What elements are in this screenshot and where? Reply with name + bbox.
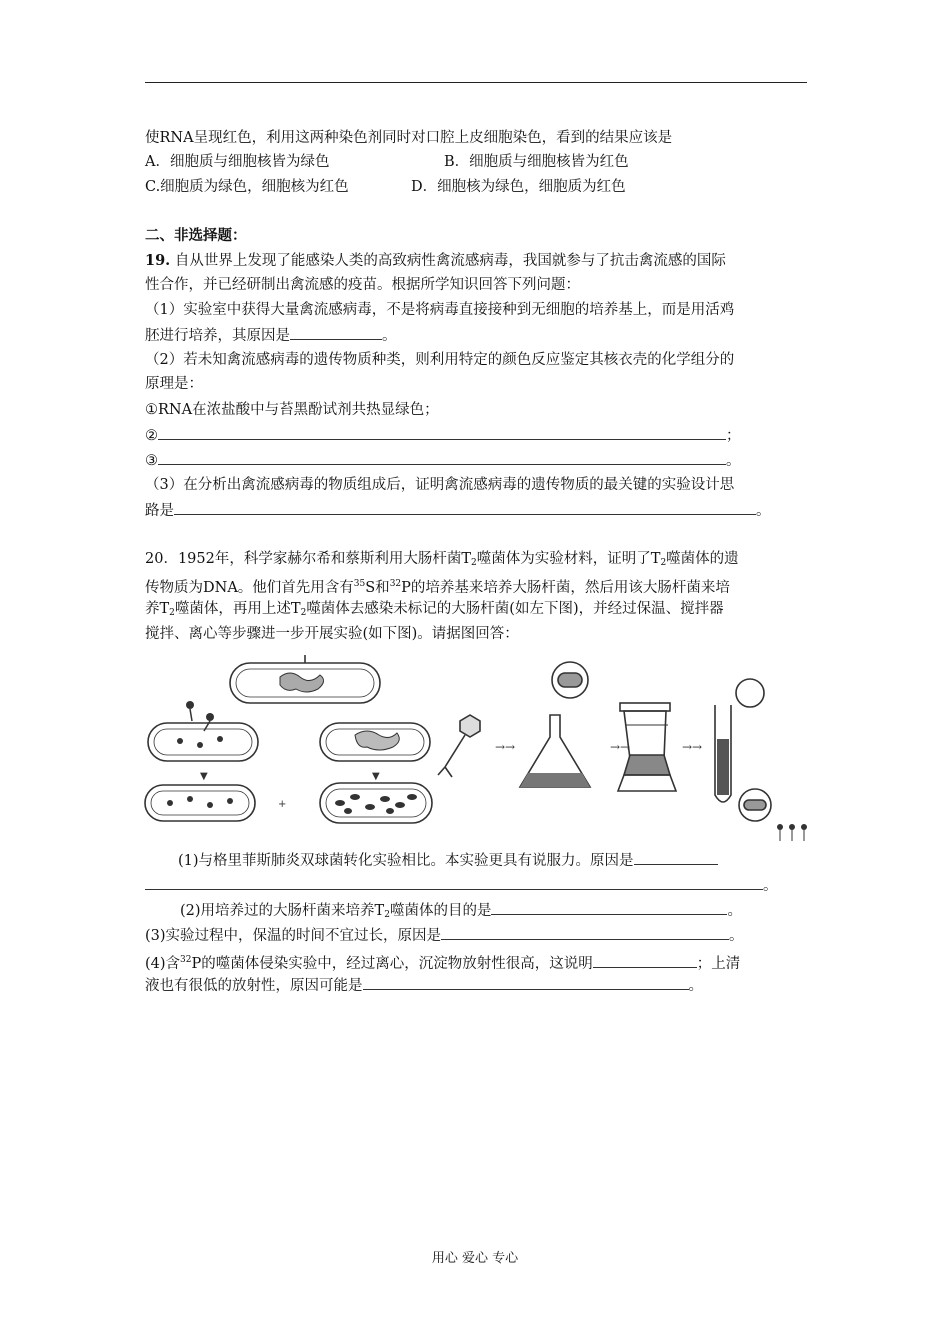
answer-blank[interactable] [634,850,718,865]
q20-text: 20．1952年，科学家赫尔希和蔡斯利用大肠杆菌T [145,551,472,567]
svg-text:▼: ▼ [372,771,380,782]
q19-part2-item1: ①RNA在浓盐酸中与苔黑酚试剂共热显绿色； [145,402,439,418]
subscript: 2 [660,558,667,568]
supernatant-view [736,679,764,707]
subscript: 2 [384,910,390,920]
q20-intro-1 [145,549,739,573]
item-marker-2: ② [145,428,158,444]
period: 。 [729,928,744,944]
q20-text: P的噬菌体侵染实验中，经过离心，沉淀物放射性很高，这说明 [191,956,593,972]
blender-lid [620,703,670,711]
period: 。 [756,503,771,519]
q18-stem: 使RNA呈现红色，利用这两种染色剂同时对口腔上皮细胞染色，看到的结果应该是 [145,130,673,146]
page-footer: 用心 爱心 专心 [431,1251,519,1266]
svg-text:→→: →→ [495,740,516,754]
header-rule [145,82,807,83]
q20-text: 液也有很低的放射性，原因可能是 [145,978,363,994]
answer-blank[interactable] [593,953,697,968]
answer-blank[interactable] [491,900,727,915]
subscript: 2 [300,608,307,618]
period: 。 [726,453,741,469]
bacterium-cell [145,785,255,821]
q20-intro-4: 搅拌、离心等步骤进一步开展实验(如下图)。请据图回答： [145,626,519,642]
q20-text: (4)含 [145,956,181,972]
q19-part1-text: 胚进行培养，其原因是 [145,328,290,344]
q19-part2-item2 [145,425,741,446]
q20-intro-3 [145,599,724,623]
q20-text: S和 [365,580,390,596]
svg-text:→→: →→ [682,740,703,754]
q20-text: 噬菌体的目的是 [389,903,492,919]
period: 。 [688,978,703,994]
q18-option-b: B．细胞质与细胞核皆为红色 [444,154,629,170]
q19-part2-line1: （2）若未知禽流感病毒的遗传物质种类，则利用特定的颜色反应鉴定其核衣壳的化学组分的 [145,352,735,368]
q20-text: (2)用培养过的大肠杆菌来培养T [180,903,385,919]
semicolon: ； [726,428,741,444]
answer-blank[interactable] [363,975,689,990]
phage-experiment-figure [140,655,810,845]
q20-part1-text: (1)与格里菲斯肺炎双球菌转化实验相比。本实验更具有说服力。原因是 [178,853,634,869]
q19-intro-2: 性合作，并已经研制出禽流感的疫苗。根据所学知识回答下列问题： [145,277,580,293]
svg-text:+: + [278,799,287,810]
subscript: 2 [169,608,175,618]
q20-intro-2 [145,574,730,598]
answer-blank[interactable] [158,450,726,465]
q18-option-a: A．细胞质与细胞核皆为绿色 [145,154,330,170]
q19-part1-line2 [145,325,397,346]
item-marker-3: ③ [145,453,158,469]
q20-text: (3)实验过程中，保温的时间不宜过长，原因是 [145,928,442,944]
q20-text: 噬菌体为实验材料，证明了T [476,551,661,567]
period: 。 [727,903,742,919]
svg-text:▼: ▼ [200,771,208,782]
q20-part3 [145,925,744,946]
q18-option-c: C.细胞质为绿色，细胞核为红色 [145,179,349,195]
answer-blank[interactable] [174,500,756,515]
superscript: 35 [353,579,366,589]
q19-number: 19. [145,252,171,269]
q19-intro-text-1: 自从世界上发现了能感染人类的高致病性禽流感病毒，我国就参与了抗击禽流感的国际 [174,253,726,269]
q20-part1-line2 [145,875,778,896]
svg-text:→→: →→ [610,740,631,754]
q19-part3-text: 路是 [145,503,174,519]
q18-option-d: D．细胞核为绿色，细胞质为红色 [411,179,626,195]
superscript: 32 [389,579,402,589]
superscript: 32 [180,955,192,965]
q20-part4-line2 [145,975,703,996]
q20-text: 噬菌体，再用上述T [174,601,301,617]
answer-blank[interactable] [290,325,382,340]
answer-blank[interactable] [441,925,729,940]
subscript: 2 [471,558,477,568]
q20-text: 养T [145,601,170,617]
q19-part3-line1: （3）在分析出禽流感病毒的物质组成后，证明禽流感病毒的遗传物质的最关键的实验设计思 [145,477,735,493]
period: 。 [763,878,778,894]
answer-blank[interactable] [145,875,763,890]
q20-part2 [180,900,742,925]
q20-part4-line1 [145,950,740,974]
q19-part2-line2: 原理是： [145,376,203,392]
period: 。 [382,328,397,344]
q19-part1-line1: （1）实验室中获得大量禽流感病毒，不是将病毒直接接种到无细胞的培养基上，而是用活鸡 [145,302,735,318]
q20-text: 噬菌体去感染未标记的大肠杆菌(如左下图)，并经过保温、搅拌器 [306,601,724,617]
phage-head [460,715,480,737]
section-heading: 二、非选择题： [145,227,247,244]
q19-part2-item3 [145,450,741,471]
q20-text: 噬菌体的遗 [666,551,739,567]
q19-intro-1 [145,251,726,271]
q19-part3-line2 [145,500,771,521]
q20-text: 传物质为DNA。他们首先用含有 [145,580,354,596]
q20-text: P的培养基来培养大肠杆菌，然后用该大肠杆菌来培 [401,580,730,596]
q20-part1-line1 [178,850,718,871]
q20-text: ；上清 [696,956,741,972]
answer-blank[interactable] [158,425,726,440]
